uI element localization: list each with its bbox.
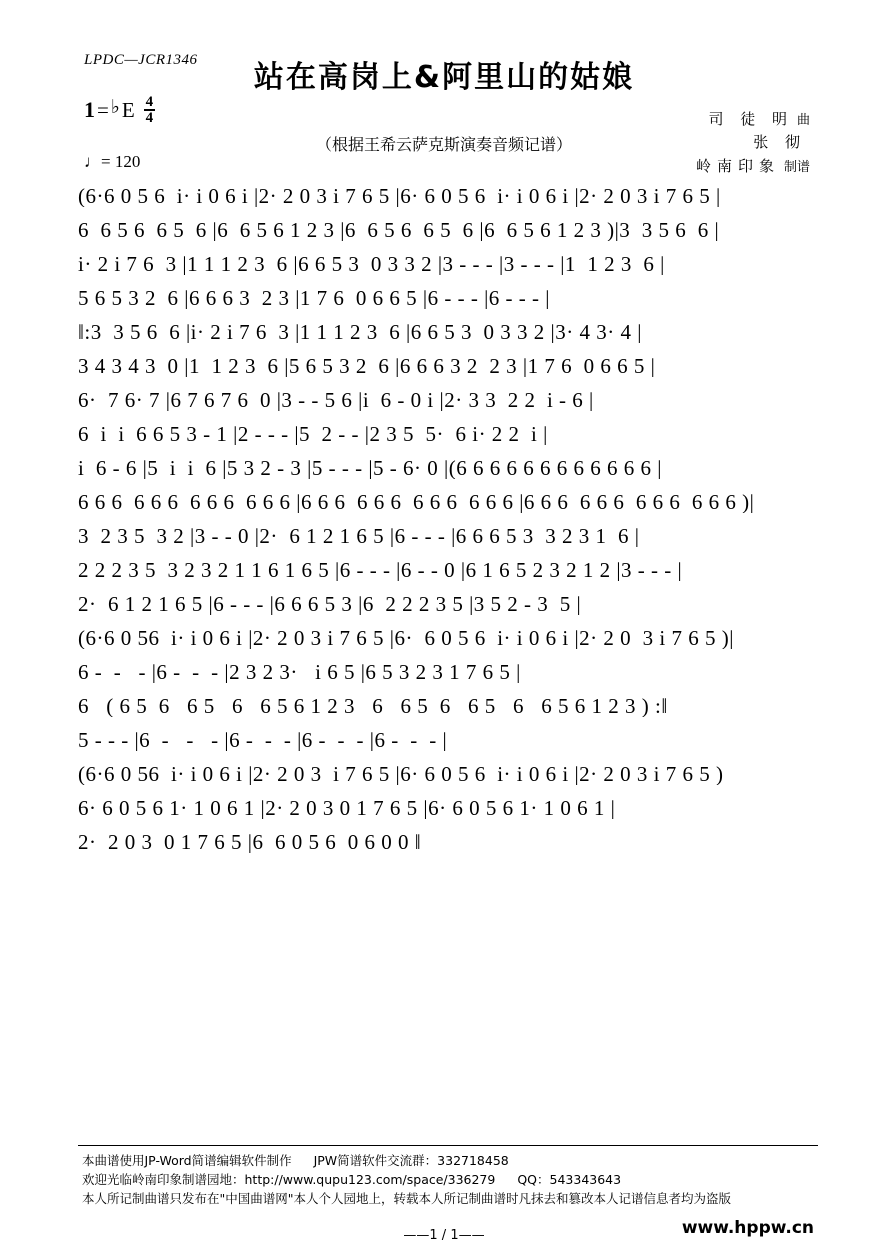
footer-divider <box>78 1145 818 1146</box>
tempo-marking: ♩= 120 <box>84 152 141 171</box>
composer-name: 司 徒 明 <box>708 110 793 128</box>
arranger-role: 制谱 <box>783 159 810 175</box>
music-line: 6· 7 6· 7 |6 7 6 7 6 0 |3 - - 5 6 |i 6 - 0 i |2· 3 3 2 2 i - 6 | <box>78 390 594 411</box>
music-line: i· 2 i 7 6 3 |1 1 1 2 3 6 |6 6 5 3 0 3 3 2 |3 - - - |3 - - - |1 1 2 3 6 | <box>78 254 665 275</box>
credit-row <box>696 155 810 178</box>
music-line: 2· 6 1 2 1 6 5 |6 - - - |6 6 6 5 3 |6 2 2 2 3 5 |3 5 2 - 3 5 | <box>78 594 582 615</box>
key-letter: E <box>121 97 135 122</box>
site-watermark: www.hppw.cn <box>681 1218 814 1238</box>
composer-role: 曲 <box>796 113 810 128</box>
key-number: 1 <box>84 97 95 123</box>
footer-qq: QQ：543343643 <box>517 1171 622 1187</box>
footer-software-note: 本曲谱使用JP-Word简谱编辑软件制作 <box>82 1153 292 1168</box>
document-code: LPDC—JCR1346 <box>84 52 198 68</box>
music-line: 6· 6 0 5 6 1· 1 0 6 1 |2· 2 0 3 0 1 7 6 5 |6· 6 0 5 6 1· 1 0 6 1 | <box>78 798 616 819</box>
footer-line-2 <box>82 1171 731 1190</box>
flat-icon: ♭ <box>110 96 120 118</box>
time-signature-denominator: 4 <box>145 110 154 127</box>
credit-row <box>696 131 810 154</box>
page-number: ——1 / 1—— <box>403 1228 485 1243</box>
music-staff <box>78 186 818 866</box>
music-line: 6 i i 6 6 5 3 - 1 |2 - - - |5 2 - - |2 3 5 5· 6 i· 2 2 i | <box>78 424 548 445</box>
credits-block <box>696 108 810 178</box>
music-line: 2· 2 0 3 0 1 7 6 5 |6 6 0 5 6 0 6 0 0 ‖ <box>78 832 422 853</box>
arranger-name: 岭南印象 <box>695 156 780 175</box>
music-line: ‖:3 3 5 6 6 |i· 2 i 7 6 3 |1 1 1 2 3 6 |6 6 5 3 0 3 3 2 |3· 4 3· 4 | <box>78 322 642 343</box>
music-line: 3 4 3 4 3 0 |1 1 2 3 6 |5 6 5 3 2 6 |6 6 6 3 2 2 3 |1 7 6 0 6 6 5 | <box>78 356 656 377</box>
credit-row <box>696 108 810 131</box>
music-line: (6·6 0 5 6 i· i 0 6 i |2· 2 0 3 i 7 6 5 |6· 6 0 5 6 i· i 0 6 i |2· 2 0 3 i 7 6 5 | <box>78 186 721 207</box>
music-line: 5 6 5 3 2 6 |6 6 6 3 2 3 |1 7 6 0 6 6 5 |6 - - - |6 - - - | <box>78 288 550 309</box>
music-line: 6 6 5 6 6 5 6 |6 6 5 6 1 2 3 |6 6 5 6 6 5 6 |6 6 5 6 1 2 3 )|3 3 5 6 6 | <box>78 220 720 241</box>
footer-line-1 <box>82 1152 731 1171</box>
footer-copyright: 本人所记制曲谱只发布在"中国曲谱网"本人个人园地上，转载本人所记制曲谱时凡抹去和篡改本人记谱信息者均为盗版 <box>82 1190 732 1206</box>
page-title: 站在高岗上&阿里山的姑娘 <box>253 60 635 95</box>
time-signature <box>144 95 156 126</box>
subtitle: （根据王希云萨克斯演奏音频记谱） <box>315 135 572 154</box>
music-line: 2 2 2 3 5 3 2 3 2 1 1 6 1 6 5 |6 - - - |6 - - 0 |6 1 6 5 2 3 2 1 2 |3 - - - | <box>78 560 683 581</box>
time-signature-numerator: 4 <box>145 94 154 110</box>
key-signature <box>84 95 155 126</box>
lyricist-name: 张 彻 <box>753 133 806 152</box>
music-line-repeat-end: 6 ( 6 5 6 6 5 6 6 5 6 1 2 3 6 6 5 6 6 5 6 6 5 6 1 2 3 ) :‖ <box>78 696 668 717</box>
footer-qq-group: JPW简谱软件交流群：332718458 <box>313 1153 509 1168</box>
music-line-volta-2: 5 - - - |6 - - - |6 - - - |6 - - - |6 - - - | <box>78 730 448 751</box>
music-line: 3 2 3 5 3 2 |3 - - 0 |2· 6 1 2 1 6 5 |6 - - - |6 6 6 5 3 3 2 3 1 6 | <box>78 526 640 547</box>
footer-block <box>82 1152 731 1208</box>
music-line-volta-1: i 6 - 6 |5 i i 6 |5 3 2 - 3 |5 - - - |5 - 6· 0 |(6 6 6 6 6 6 6 6 6 6 6 6 | <box>78 458 662 479</box>
music-line: 6 - - - |6 - - - |2 3 2 3· i 6 5 |6 5 3 2 3 1 7 6 5 | <box>78 662 521 683</box>
music-line: (6·6 0 56 i· i 0 6 i |2· 2 0 3 i 7 6 5 |6· 6 0 5 6 i· i 0 6 i |2· 2 0 3 i 7 6 5 )| <box>78 628 734 649</box>
key-equals: = <box>97 97 109 122</box>
music-line: 6 6 6 6 6 6 6 6 6 6 6 6 |6 6 6 6 6 6 6 6 6 6 6 6 |6 6 6 6 6 6 6 6 6 6 6 6 )| <box>78 492 755 513</box>
footer-website-note: 欢迎光临岭南印象制谱园地：http://www.qupu123.com/space/336279 <box>82 1171 496 1187</box>
music-line: (6·6 0 56 i· i 0 6 i |2· 2 0 3 i 7 6 5 |6· 6 0 5 6 i· i 0 6 i |2· 2 0 3 i 7 6 5 ) <box>78 764 724 785</box>
